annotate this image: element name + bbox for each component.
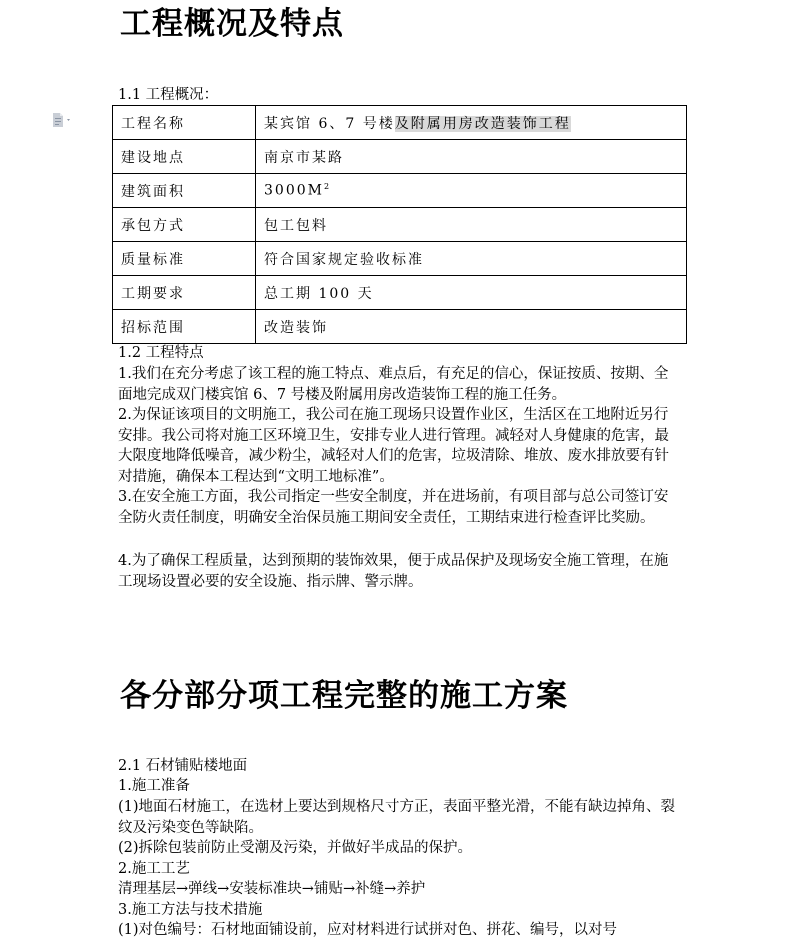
info-value (256, 276, 687, 310)
info-label: 工期要求 (113, 276, 256, 310)
info-table-row (113, 174, 687, 208)
info-value (256, 208, 687, 242)
section-2-1-title: 2.1 石材铺贴楼地面 (118, 758, 248, 774)
info-value-text: 包工包料 (264, 217, 328, 234)
info-value-text: 南京市某路 (264, 149, 344, 166)
method-title: 3.施工方法与技术措施 (118, 902, 263, 918)
prep-item-2: (2)拆除包装前防止受潮及污染，并做好半成品的保护。 (118, 840, 473, 856)
info-value-text: 3000M (264, 182, 324, 199)
info-label: 建设地点 (113, 140, 256, 174)
heading-project-overview: 工程概况及特点 (120, 6, 344, 42)
info-label: 招标范围 (113, 310, 256, 344)
document-icon[interactable] (52, 113, 74, 127)
info-table-row (113, 310, 687, 344)
info-value-text: 总工期 100 天 (264, 285, 374, 302)
info-value-selected-text[interactable]: 及附属用房改造装饰工程 (394, 115, 571, 132)
feature-paragraph-4: 4.为了确保工程质量，达到预期的装饰效果，便于成品保护及现场安全施工管理，在施工现场设置必要的安全设施、指示牌、警示牌。 (118, 553, 669, 590)
feature-paragraph-3: 3.在安全施工方面，我公司指定一些安全制度，并在进场前，有项目部与总公司签订安全防火责任制度，明确安全治保员施工期间安全责任，工期结束进行检查评比奖励。 (118, 489, 669, 526)
method-item-1: (1)对色编号：石材地面铺设前，应对材料进行试拼对色、拼花、编号，以对号 (118, 922, 618, 938)
info-value-text: 某宾馆 6、7 号楼 (264, 115, 395, 132)
info-value-text: 符合国家规定验收标准 (264, 251, 424, 268)
heading-construction-plan: 各分部分项工程完整的施工方案 (120, 678, 568, 714)
info-table-row (113, 242, 687, 276)
process-flow: 清理基层→弹线→安装标准块→铺贴→补缝→养护 (118, 881, 426, 897)
info-value (256, 310, 687, 344)
info-value (256, 242, 687, 276)
info-label: 建筑面积 (113, 174, 256, 208)
info-value-superscript: 2 (323, 182, 332, 192)
section-1-1-title: 1.1 工程概况： (118, 87, 219, 103)
process-title: 2.施工工艺 (118, 861, 190, 877)
info-table-row (113, 106, 687, 140)
info-label: 质量标准 (113, 242, 256, 276)
info-value (256, 174, 687, 208)
info-value (256, 140, 687, 174)
feature-paragraph-2: 2.为保证该项目的文明施工，我公司在施工现场只设置作业区，生活区在工地附近另行安排。我公司将对施工区环境卫生，安排专业人进行管理。减轻对人身健康的危害，最大限度地降低噪音，减少粉尘，减轻对人们的危害，垃圾清除、堆放、废水排放要有针对措施，确保本工程达到“文明工地标准”。 (118, 407, 669, 485)
prep-title: 1.施工准备 (118, 778, 190, 794)
info-value-text: 改造装饰 (264, 319, 328, 336)
info-table-row (113, 208, 687, 242)
info-table-row (113, 276, 687, 310)
info-table-row (113, 140, 687, 174)
info-value (256, 106, 687, 140)
info-label: 工程名称 (113, 106, 256, 140)
project-info-table (112, 105, 687, 344)
prep-item-1: (1)地面石材施工，在选材上要达到规格尺寸方正，表面平整光滑，不能有缺边掉角、裂纹及污染变色等缺陷。 (118, 799, 676, 836)
feature-paragraph-1: 1.我们在充分考虑了该工程的施工特点、难点后，有充足的信心，保证按质、按期、全面地完成双门楼宾馆 6、7 号楼及附属用房改造装饰工程的施工任务。 (118, 366, 669, 403)
section-1-2-title: 1.2 工程特点 (118, 345, 204, 361)
info-label: 承包方式 (113, 208, 256, 242)
